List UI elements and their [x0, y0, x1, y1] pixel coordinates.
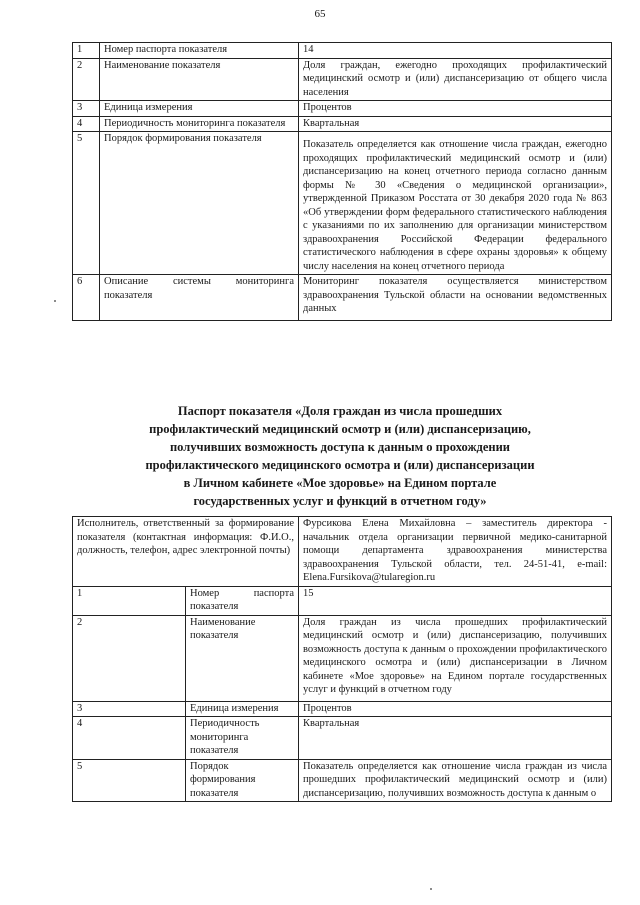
row-value: Процентов [299, 101, 612, 117]
table-row [73, 586, 612, 615]
section-title [80, 402, 600, 510]
table-row [73, 58, 612, 101]
table-row [73, 101, 612, 117]
row-number: 3 [73, 701, 186, 717]
row-label: Единица измерения [100, 101, 299, 117]
table-row [73, 517, 612, 587]
passport-table-14 [72, 42, 612, 321]
row-value: Показатель определяется как отношение числа граждан из числа прошедших профилактический медицинский осмотр и (или) диспансеризацию, получивших возможность доступа к данным о [299, 759, 612, 802]
scan-speck [430, 888, 432, 890]
table-row [73, 717, 612, 760]
table-row [73, 43, 612, 59]
row-value: Показатель определяется как отношение числа граждан, ежегодно проходящих профилактический медицинский осмотр и (или) диспансеризацию на конец отчетного периода согласно данным формы № 30 «Сведения о медицинской организации», утвержденной Приказом Росстата от 30 декабря 2020 года № 863 «Об утверждении форм федерального статистического наблюдения с указаниями по их заполнению для организации министерством здравоохранения Российской Федерации федерального статистического наблюдения в сфере охраны здоровья» к общему числу населения на конец отчетного периода [299, 132, 612, 275]
table-row [73, 759, 612, 802]
section-title-line: государственных услуг и функций в отчетном году» [193, 494, 487, 508]
section-title-line: профилактический медицинский осмотр и (или) диспансеризацию, [149, 422, 531, 436]
row-number: 5 [73, 759, 186, 802]
row-label: Периодичность мониторинга показателя [100, 116, 299, 132]
executor-value: Фурсикова Елена Михайловна – заместитель директора - начальник отдела организации первичной медико-санитарной помощи департамента здравоохранения министерства здравоохранения Тульской области, тел. 24-51-41, e-mail: Elena.Fursikova@tularegion.ru [299, 517, 612, 587]
row-number: 4 [73, 717, 186, 760]
row-label: Наименование показателя [186, 615, 299, 701]
row-value: Квартальная [299, 717, 612, 760]
row-number: 3 [73, 101, 100, 117]
row-number: 1 [73, 43, 100, 59]
row-number: 2 [73, 615, 186, 701]
row-value: Доля граждан из числа прошедших профилактический медицинский осмотр и (или) диспансеризацию, получивших возможность доступа к данным о прохождении профилактического медицинского осмотра и (или) диспансеризации в Личном кабинете «Мое здоровье» на Едином портале государственных услуг и функций в отчетном году [299, 615, 612, 701]
passport-table-15 [72, 516, 612, 802]
section-title-line: получивших возможность доступа к данным о прохождении [169, 440, 511, 454]
row-value: 14 [299, 43, 612, 59]
section-title-line: профилактического медицинского осмотра и (или) диспансеризации [145, 458, 535, 472]
row-number: 6 [73, 275, 100, 321]
executor-label: Исполнитель, ответственный за формирование показателя (контактная информация: Ф.И.О., должность, телефон, адрес электронной почты) [73, 517, 299, 587]
row-value: Мониторинг показателя осуществляется министерством здравоохранения Тульской области на основании ведомственных данных [299, 275, 612, 321]
row-label: Описание системы мониторинга показателя [100, 275, 299, 321]
row-number: 2 [73, 58, 100, 101]
row-label: Периодичность мониторинга показателя [186, 717, 299, 760]
row-label: Номер паспорта показателя [186, 586, 299, 615]
section-title-line: в Личном кабинете «Мое здоровье» на Едином портале [183, 476, 497, 490]
row-value: 15 [299, 586, 612, 615]
table-row [73, 275, 612, 321]
table-row [73, 615, 612, 701]
table-row [73, 701, 612, 717]
page-number: 65 [314, 8, 326, 20]
row-number: 5 [73, 132, 100, 275]
row-number: 4 [73, 116, 100, 132]
row-label: Единица измерения [186, 701, 299, 717]
table-row [73, 132, 612, 275]
section-title-line: Паспорт показателя «Доля граждан из числа прошедших [177, 404, 503, 418]
row-value: Процентов [299, 701, 612, 717]
row-label: Порядок формирования показателя [100, 132, 299, 275]
row-label: Наименование показателя [100, 58, 299, 101]
scan-speck [54, 300, 56, 302]
row-label: Номер паспорта показателя [100, 43, 299, 59]
row-value: Доля граждан, ежегодно проходящих профилактический медицинский осмотр и (или) диспансеризацию от общего числа населения [299, 58, 612, 101]
row-label: Порядок формирования показателя [186, 759, 299, 802]
row-number: 1 [73, 586, 186, 615]
table-row [73, 116, 612, 132]
row-value: Квартальная [299, 116, 612, 132]
